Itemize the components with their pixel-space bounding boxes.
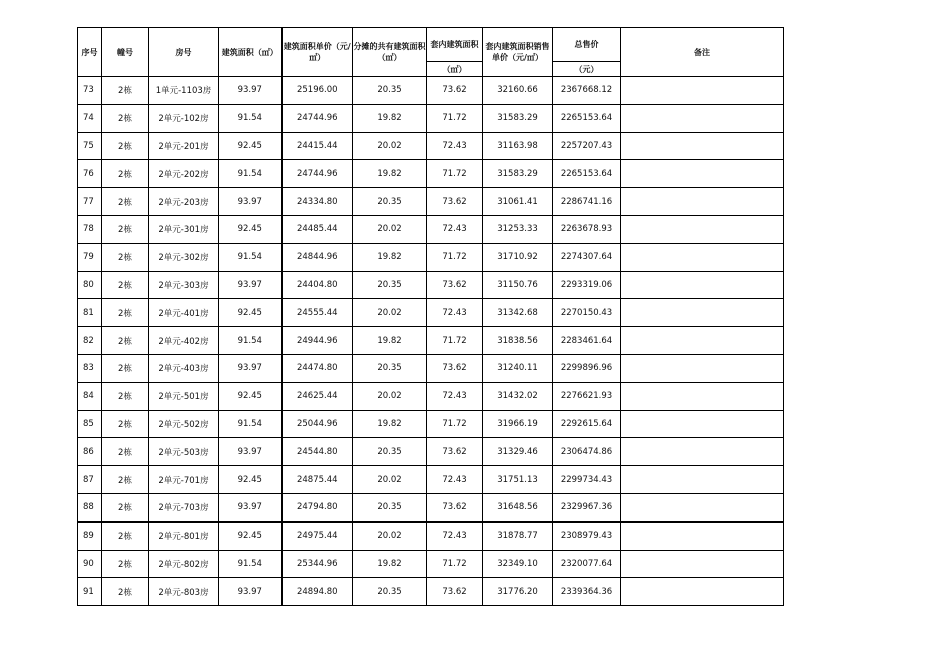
cell-building[interactable]: 2栋 — [102, 104, 149, 132]
cell-total-price[interactable]: 2283461.64 — [553, 327, 621, 355]
table-row — [78, 271, 784, 299]
cell-total-price[interactable]: 2257207.43 — [553, 132, 621, 160]
cell-area[interactable]: 91.54 — [219, 243, 282, 271]
table-row — [78, 327, 784, 355]
cell-room[interactable]: 2单元-401房 — [149, 299, 219, 327]
cell-area[interactable]: 93.97 — [219, 77, 282, 105]
cell-unit-price[interactable]: 24334.80 — [282, 188, 353, 216]
cell-seq[interactable]: 85 — [78, 410, 102, 438]
cell-inner-area[interactable]: 71.72 — [427, 160, 483, 188]
cell-room[interactable]: 2单元-201房 — [149, 132, 219, 160]
cell-building[interactable]: 2栋 — [102, 77, 149, 105]
header-inner-price: 套内建筑面积销售单价（元/㎡） — [483, 28, 553, 77]
cell-seq[interactable]: 74 — [78, 104, 102, 132]
cell-total-price[interactable]: 2274307.64 — [553, 243, 621, 271]
cell-remark[interactable] — [621, 438, 784, 466]
cell-seq[interactable]: 87 — [78, 466, 102, 494]
cell-seq[interactable]: 83 — [78, 354, 102, 382]
cell-area[interactable]: 93.97 — [219, 271, 282, 299]
cell-inner-price[interactable]: 31966.19 — [483, 410, 553, 438]
cell-area[interactable]: 92.45 — [219, 215, 282, 243]
cell-remark[interactable] — [621, 299, 784, 327]
table-row — [78, 578, 784, 606]
cell-unit-price[interactable]: 25196.00 — [282, 77, 353, 105]
table-row — [78, 104, 784, 132]
cell-inner-area[interactable]: 72.43 — [427, 132, 483, 160]
table-row — [78, 243, 784, 271]
cell-unit-price[interactable]: 24894.80 — [282, 578, 353, 606]
cell-inner-area[interactable]: 73.62 — [427, 77, 483, 105]
cell-area[interactable]: 91.54 — [219, 410, 282, 438]
cell-seq[interactable]: 73 — [78, 77, 102, 105]
cell-total-price[interactable]: 2263678.93 — [553, 215, 621, 243]
table-row — [78, 77, 784, 105]
cell-unit-price[interactable]: 24794.80 — [282, 493, 353, 521]
cell-building[interactable]: 2栋 — [102, 132, 149, 160]
cell-seq[interactable]: 76 — [78, 160, 102, 188]
cell-building[interactable]: 2栋 — [102, 578, 149, 606]
header-shared-area: 分摊的共有建筑面积（㎡） — [353, 28, 427, 77]
cell-total-price[interactable]: 2367668.12 — [553, 77, 621, 105]
cell-area[interactable]: 91.54 — [219, 327, 282, 355]
cell-area[interactable]: 93.97 — [219, 578, 282, 606]
cell-inner-area[interactable]: 71.72 — [427, 327, 483, 355]
cell-building[interactable]: 2栋 — [102, 354, 149, 382]
cell-inner-area[interactable]: 72.43 — [427, 466, 483, 494]
table-row — [78, 354, 784, 382]
cell-building[interactable]: 2栋 — [102, 243, 149, 271]
header-total-price-unit: （元） — [553, 62, 621, 77]
cell-remark[interactable] — [621, 215, 784, 243]
cell-inner-area[interactable]: 71.72 — [427, 243, 483, 271]
cell-shared-area[interactable]: 20.35 — [353, 188, 427, 216]
cell-inner-price[interactable]: 31710.92 — [483, 243, 553, 271]
cell-shared-area[interactable]: 20.35 — [353, 354, 427, 382]
cell-room[interactable]: 2单元-403房 — [149, 354, 219, 382]
cell-building[interactable]: 2栋 — [102, 215, 149, 243]
cell-remark[interactable] — [621, 77, 784, 105]
cell-inner-area[interactable]: 73.62 — [427, 354, 483, 382]
cell-unit-price[interactable]: 24544.80 — [282, 438, 353, 466]
cell-seq[interactable]: 78 — [78, 215, 102, 243]
cell-shared-area[interactable]: 19.82 — [353, 327, 427, 355]
cell-shared-area[interactable]: 19.82 — [353, 104, 427, 132]
cell-unit-price[interactable]: 24875.44 — [282, 466, 353, 494]
cell-unit-price[interactable]: 24844.96 — [282, 243, 353, 271]
cell-area[interactable]: 92.45 — [219, 522, 282, 550]
table-row — [78, 522, 784, 550]
table-row — [78, 160, 784, 188]
cell-seq[interactable]: 90 — [78, 550, 102, 578]
cell-remark[interactable] — [621, 160, 784, 188]
cell-unit-price[interactable]: 24625.44 — [282, 382, 353, 410]
cell-inner-price[interactable]: 31163.98 — [483, 132, 553, 160]
cell-inner-area[interactable]: 72.43 — [427, 382, 483, 410]
cell-area[interactable]: 92.45 — [219, 466, 282, 494]
cell-remark[interactable] — [621, 271, 784, 299]
cell-shared-area[interactable]: 20.35 — [353, 578, 427, 606]
cell-building[interactable]: 2栋 — [102, 466, 149, 494]
cell-total-price[interactable]: 2265153.64 — [553, 104, 621, 132]
cell-total-price[interactable]: 2320077.64 — [553, 550, 621, 578]
header-building: 幢号 — [102, 28, 149, 77]
cell-shared-area[interactable]: 20.35 — [353, 438, 427, 466]
cell-total-price[interactable]: 2306474.86 — [553, 438, 621, 466]
cell-building[interactable]: 2栋 — [102, 160, 149, 188]
cell-remark[interactable] — [621, 466, 784, 494]
table-row — [78, 215, 784, 243]
cell-shared-area[interactable]: 20.35 — [353, 493, 427, 521]
cell-unit-price[interactable]: 24474.80 — [282, 354, 353, 382]
cell-inner-area[interactable]: 71.72 — [427, 104, 483, 132]
cell-inner-price[interactable]: 31432.02 — [483, 382, 553, 410]
cell-room[interactable]: 2单元-302房 — [149, 243, 219, 271]
cell-room[interactable]: 2单元-501房 — [149, 382, 219, 410]
cell-total-price[interactable]: 2329967.36 — [553, 493, 621, 521]
cell-remark[interactable] — [621, 522, 784, 550]
cell-seq[interactable]: 91 — [78, 578, 102, 606]
cell-total-price[interactable]: 2292615.64 — [553, 410, 621, 438]
cell-remark[interactable] — [621, 104, 784, 132]
cell-unit-price[interactable]: 25344.96 — [282, 550, 353, 578]
cell-inner-price[interactable]: 31150.76 — [483, 271, 553, 299]
cell-inner-price[interactable]: 31776.20 — [483, 578, 553, 606]
header-inner-area: 套内建筑面积 — [427, 28, 483, 62]
cell-area[interactable]: 92.45 — [219, 382, 282, 410]
cell-remark[interactable] — [621, 243, 784, 271]
cell-building[interactable]: 2栋 — [102, 522, 149, 550]
cell-shared-area[interactable]: 20.02 — [353, 299, 427, 327]
cell-inner-area[interactable]: 73.62 — [427, 188, 483, 216]
cell-inner-price[interactable]: 31061.41 — [483, 188, 553, 216]
cell-remark[interactable] — [621, 327, 784, 355]
table-row — [78, 382, 784, 410]
cell-inner-price[interactable]: 31751.13 — [483, 466, 553, 494]
table-row — [78, 299, 784, 327]
table-row — [78, 188, 784, 216]
cell-building[interactable]: 2栋 — [102, 299, 149, 327]
cell-remark[interactable] — [621, 578, 784, 606]
header-inner-area-unit: （㎡） — [427, 62, 483, 77]
cell-room[interactable]: 2单元-701房 — [149, 466, 219, 494]
cell-unit-price[interactable]: 24944.96 — [282, 327, 353, 355]
cell-shared-area[interactable]: 19.82 — [353, 550, 427, 578]
cell-building[interactable]: 2栋 — [102, 493, 149, 521]
cell-area[interactable]: 93.97 — [219, 354, 282, 382]
cell-shared-area[interactable]: 20.02 — [353, 382, 427, 410]
cell-inner-area[interactable]: 72.43 — [427, 215, 483, 243]
cell-unit-price[interactable]: 24485.44 — [282, 215, 353, 243]
cell-building[interactable]: 2栋 — [102, 410, 149, 438]
cell-inner-price[interactable]: 31583.29 — [483, 160, 553, 188]
cell-total-price[interactable]: 2270150.43 — [553, 299, 621, 327]
cell-total-price[interactable]: 2308979.43 — [553, 522, 621, 550]
cell-shared-area[interactable]: 19.82 — [353, 243, 427, 271]
table-row — [78, 493, 784, 521]
cell-room[interactable]: 1单元-1103房 — [149, 77, 219, 105]
cell-seq[interactable]: 75 — [78, 132, 102, 160]
cell-building[interactable]: 2栋 — [102, 271, 149, 299]
cell-building[interactable]: 2栋 — [102, 382, 149, 410]
cell-remark[interactable] — [621, 550, 784, 578]
cell-shared-area[interactable]: 20.02 — [353, 466, 427, 494]
cell-remark[interactable] — [621, 132, 784, 160]
cell-inner-price[interactable]: 31838.56 — [483, 327, 553, 355]
cell-area[interactable]: 93.97 — [219, 493, 282, 521]
cell-area[interactable]: 93.97 — [219, 438, 282, 466]
cell-inner-price[interactable]: 32160.66 — [483, 77, 553, 105]
header-unit-price: 建筑面积单价（元/㎡） — [282, 28, 353, 77]
cell-room[interactable]: 2单元-303房 — [149, 271, 219, 299]
cell-inner-area[interactable]: 73.62 — [427, 578, 483, 606]
cell-seq[interactable]: 82 — [78, 327, 102, 355]
header-total-price: 总售价 — [553, 28, 621, 62]
cell-seq[interactable]: 79 — [78, 243, 102, 271]
cell-inner-area[interactable]: 73.62 — [427, 438, 483, 466]
cell-area[interactable]: 92.45 — [219, 299, 282, 327]
cell-inner-price[interactable]: 31878.77 — [483, 522, 553, 550]
cell-unit-price[interactable]: 24744.96 — [282, 160, 353, 188]
cell-room[interactable]: 2单元-703房 — [149, 493, 219, 521]
cell-unit-price[interactable]: 24555.44 — [282, 299, 353, 327]
cell-room[interactable]: 2单元-102房 — [149, 104, 219, 132]
cell-seq[interactable]: 81 — [78, 299, 102, 327]
cell-total-price[interactable]: 2265153.64 — [553, 160, 621, 188]
cell-area[interactable]: 91.54 — [219, 550, 282, 578]
cell-room[interactable]: 2单元-203房 — [149, 188, 219, 216]
table-row — [78, 132, 784, 160]
cell-unit-price[interactable]: 24415.44 — [282, 132, 353, 160]
cell-inner-area[interactable]: 73.62 — [427, 271, 483, 299]
cell-inner-area[interactable]: 73.62 — [427, 493, 483, 521]
cell-room[interactable]: 2单元-301房 — [149, 215, 219, 243]
cell-seq[interactable]: 80 — [78, 271, 102, 299]
cell-inner-price[interactable]: 31240.11 — [483, 354, 553, 382]
cell-inner-area[interactable]: 71.72 — [427, 550, 483, 578]
cell-remark[interactable] — [621, 382, 784, 410]
table-row — [78, 410, 784, 438]
cell-total-price[interactable]: 2299734.43 — [553, 466, 621, 494]
cell-building[interactable]: 2栋 — [102, 550, 149, 578]
cell-shared-area[interactable]: 19.82 — [353, 410, 427, 438]
cell-room[interactable]: 2单元-801房 — [149, 522, 219, 550]
cell-inner-price[interactable]: 32349.10 — [483, 550, 553, 578]
cell-building[interactable]: 2栋 — [102, 438, 149, 466]
cell-inner-price[interactable]: 31329.46 — [483, 438, 553, 466]
cell-remark[interactable] — [621, 410, 784, 438]
cell-shared-area[interactable]: 20.35 — [353, 77, 427, 105]
cell-seq[interactable]: 88 — [78, 493, 102, 521]
header-room: 房号 — [149, 28, 219, 77]
cell-inner-area[interactable]: 72.43 — [427, 522, 483, 550]
cell-shared-area[interactable]: 20.35 — [353, 271, 427, 299]
cell-unit-price[interactable]: 25044.96 — [282, 410, 353, 438]
cell-remark[interactable] — [621, 354, 784, 382]
cell-inner-area[interactable]: 72.43 — [427, 299, 483, 327]
cell-unit-price[interactable]: 24404.80 — [282, 271, 353, 299]
cell-building[interactable]: 2栋 — [102, 188, 149, 216]
cell-area[interactable]: 92.45 — [219, 132, 282, 160]
header-area: 建筑面积（㎡） — [219, 28, 282, 77]
cell-room[interactable]: 2单元-502房 — [149, 410, 219, 438]
price-table — [77, 27, 784, 606]
cell-area[interactable]: 91.54 — [219, 104, 282, 132]
table-row — [78, 438, 784, 466]
cell-seq[interactable]: 86 — [78, 438, 102, 466]
cell-unit-price[interactable]: 24975.44 — [282, 522, 353, 550]
cell-room[interactable]: 2单元-802房 — [149, 550, 219, 578]
cell-total-price[interactable]: 2299896.96 — [553, 354, 621, 382]
cell-room[interactable]: 2单元-503房 — [149, 438, 219, 466]
table-row — [78, 466, 784, 494]
cell-inner-price[interactable]: 31342.68 — [483, 299, 553, 327]
cell-total-price[interactable]: 2293319.06 — [553, 271, 621, 299]
cell-shared-area[interactable]: 20.02 — [353, 132, 427, 160]
cell-shared-area[interactable]: 20.02 — [353, 215, 427, 243]
cell-remark[interactable] — [621, 188, 784, 216]
cell-inner-area[interactable]: 71.72 — [427, 410, 483, 438]
cell-shared-area[interactable]: 19.82 — [353, 160, 427, 188]
cell-seq[interactable]: 84 — [78, 382, 102, 410]
cell-inner-price[interactable]: 31583.29 — [483, 104, 553, 132]
cell-room[interactable]: 2单元-202房 — [149, 160, 219, 188]
table-row — [78, 550, 784, 578]
header-remark: 备注 — [621, 28, 784, 77]
cell-shared-area[interactable]: 20.02 — [353, 522, 427, 550]
header-seq: 序号 — [78, 28, 102, 77]
cell-total-price[interactable]: 2276621.93 — [553, 382, 621, 410]
cell-unit-price[interactable]: 24744.96 — [282, 104, 353, 132]
cell-total-price[interactable]: 2339364.36 — [553, 578, 621, 606]
cell-inner-price[interactable]: 31648.56 — [483, 493, 553, 521]
cell-seq[interactable]: 77 — [78, 188, 102, 216]
cell-room[interactable]: 2单元-803房 — [149, 578, 219, 606]
cell-area[interactable]: 91.54 — [219, 160, 282, 188]
cell-building[interactable]: 2栋 — [102, 327, 149, 355]
cell-seq[interactable]: 89 — [78, 522, 102, 550]
cell-inner-price[interactable]: 31253.33 — [483, 215, 553, 243]
cell-total-price[interactable]: 2286741.16 — [553, 188, 621, 216]
cell-area[interactable]: 93.97 — [219, 188, 282, 216]
cell-remark[interactable] — [621, 493, 784, 521]
cell-room[interactable]: 2单元-402房 — [149, 327, 219, 355]
